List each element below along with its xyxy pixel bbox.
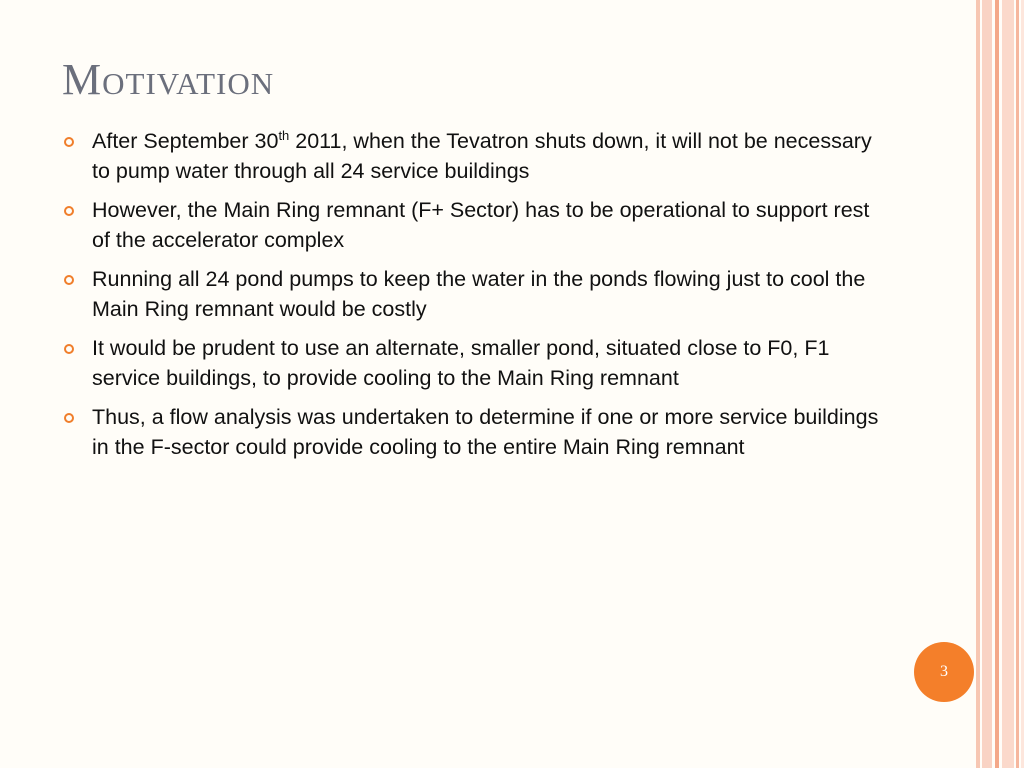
bullet-text: However, the Main Ring remnant (F+ Sector) has to be operational to support rest of the accelerator complex [92,198,870,252]
page-number-badge [914,642,974,702]
bullet-icon [64,413,74,423]
bullet-item [62,126,882,186]
bullet-item [62,333,882,393]
bullet-item [62,264,882,324]
bullet-icon [64,344,74,354]
decorative-stripe [995,0,999,768]
bullet-text: It would be prudent to use an alternate, smaller pond, situated close to F0, F1 service buildings, to provide cooling to the Main Ring remnant [92,336,830,390]
bullet-text-cont: 2011, when the Tevatron shuts down, it will not be necessary to pump water through all 24 service buildings [92,129,872,183]
bullet-list [62,126,882,471]
bullet-item [62,402,882,462]
bullet-item [62,195,882,255]
bullet-text: Running all 24 pond pumps to keep the water in the ponds flowing just to cool the Main Ring remnant would be costly [92,267,866,321]
slide-title: Motivation [62,55,275,104]
decorative-stripe [982,0,992,768]
decorative-stripe [1016,0,1019,768]
decorative-stripe [1002,0,1014,768]
bullet-icon [64,206,74,216]
decorative-stripe [976,0,980,768]
bullet-icon [64,275,74,285]
bullet-superscript: th [278,128,290,143]
page-number: 3 [940,663,948,680]
bullet-icon [64,137,74,147]
bullet-text: After September 30 [92,129,279,153]
bullet-text: Thus, a flow analysis was undertaken to determine if one or more service buildings in the F-sector could provide cooling to the entire Main Ring remnant [92,405,879,459]
